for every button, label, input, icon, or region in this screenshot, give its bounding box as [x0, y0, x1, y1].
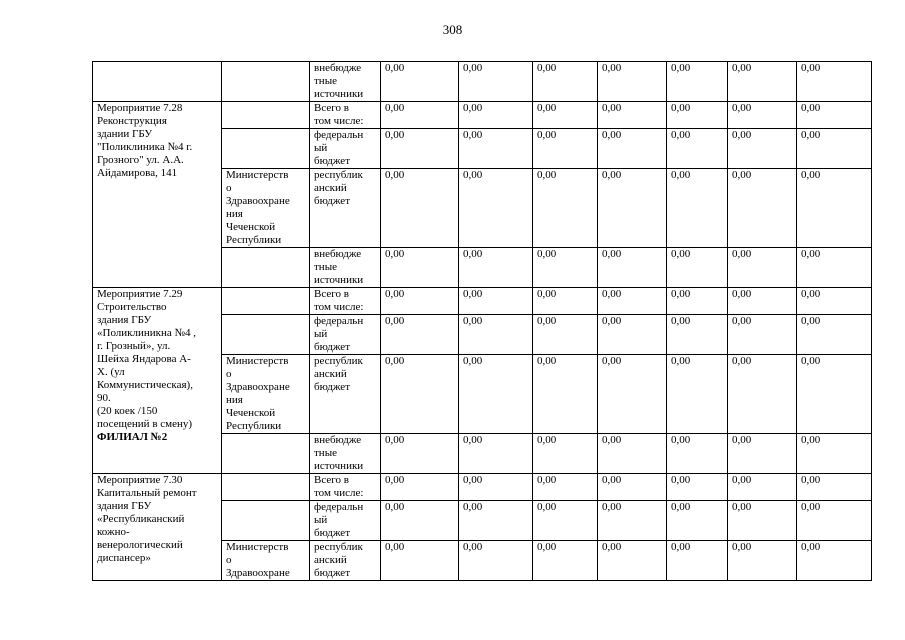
- amount-cell: 0,00: [598, 248, 667, 288]
- event-name-cell: [93, 62, 222, 102]
- table-row: [93, 288, 872, 315]
- amount-cell: 0,00: [598, 129, 667, 169]
- amount-cell: 0,00: [381, 129, 459, 169]
- amount-cell: 0,00: [459, 248, 533, 288]
- amount-cell: 0,00: [533, 129, 598, 169]
- funding-source-cell: внебюдже тные источники: [310, 62, 381, 102]
- amount-cell: 0,00: [459, 501, 533, 541]
- amount-cell: 0,00: [797, 129, 872, 169]
- amount-cell: 0,00: [533, 541, 598, 581]
- executor-cell: Министерств о Здравоохране ния Чеченской Республики: [222, 169, 310, 248]
- amount-cell: 0,00: [598, 474, 667, 501]
- executor-cell: Министерств о Здравоохране: [222, 541, 310, 581]
- event-name-cell: [93, 102, 222, 288]
- funding-source-cell: Всего в том числе:: [310, 102, 381, 129]
- amount-cell: 0,00: [667, 434, 728, 474]
- funding-source-cell: республик анский бюджет: [310, 169, 381, 248]
- amount-cell: 0,00: [381, 62, 459, 102]
- amount-cell: 0,00: [459, 129, 533, 169]
- amount-cell: 0,00: [728, 288, 797, 315]
- amount-cell: 0,00: [797, 169, 872, 248]
- amount-cell: 0,00: [459, 474, 533, 501]
- amount-cell: 0,00: [381, 248, 459, 288]
- amount-cell: 0,00: [797, 355, 872, 434]
- amount-cell: 0,00: [598, 434, 667, 474]
- amount-cell: 0,00: [797, 434, 872, 474]
- amount-cell: 0,00: [381, 434, 459, 474]
- amount-cell: 0,00: [728, 102, 797, 129]
- amount-cell: 0,00: [533, 474, 598, 501]
- amount-cell: 0,00: [533, 62, 598, 102]
- table-body: [93, 62, 872, 581]
- table-row: [93, 474, 872, 501]
- amount-cell: 0,00: [598, 541, 667, 581]
- amount-cell: 0,00: [533, 355, 598, 434]
- amount-cell: 0,00: [797, 102, 872, 129]
- event-branch-label: ФИЛИАЛ №2: [97, 431, 168, 443]
- amount-cell: 0,00: [667, 248, 728, 288]
- funding-source-cell: Всего в том числе:: [310, 288, 381, 315]
- funding-source-cell: Всего в том числе:: [310, 474, 381, 501]
- funding-source-cell: республик анский бюджет: [310, 355, 381, 434]
- funding-source-cell: внебюдже тные источники: [310, 434, 381, 474]
- executor-cell: [222, 129, 310, 169]
- amount-cell: 0,00: [797, 288, 872, 315]
- amount-cell: 0,00: [459, 102, 533, 129]
- amount-cell: 0,00: [381, 169, 459, 248]
- amount-cell: 0,00: [598, 315, 667, 355]
- amount-cell: 0,00: [533, 434, 598, 474]
- funding-source-cell: федеральн ый бюджет: [310, 501, 381, 541]
- amount-cell: 0,00: [728, 501, 797, 541]
- amount-cell: 0,00: [459, 169, 533, 248]
- executor-cell: [222, 315, 310, 355]
- amount-cell: 0,00: [667, 474, 728, 501]
- event-name-cell: [93, 288, 222, 474]
- amount-cell: 0,00: [728, 248, 797, 288]
- event-name-text: Мероприятие 7.28 Реконструкция здании ГБУ "Поликлиника №4 г. Грозного" ул. А.А. Айдамирова, 141: [97, 102, 193, 179]
- amount-cell: 0,00: [728, 474, 797, 501]
- amount-cell: 0,00: [533, 315, 598, 355]
- amount-cell: 0,00: [728, 434, 797, 474]
- event-name-text: Мероприятие 7.30 Капитальный ремонт здания ГБУ «Республиканский кожно- венерологический диспансер»: [97, 474, 197, 564]
- amount-cell: 0,00: [667, 169, 728, 248]
- amount-cell: 0,00: [459, 434, 533, 474]
- executor-cell: [222, 288, 310, 315]
- funding-source-cell: федеральн ый бюджет: [310, 129, 381, 169]
- amount-cell: 0,00: [667, 315, 728, 355]
- amount-cell: 0,00: [459, 62, 533, 102]
- amount-cell: 0,00: [459, 355, 533, 434]
- executor-cell: [222, 102, 310, 129]
- executor-cell: [222, 501, 310, 541]
- funding-source-cell: республик анский бюджет: [310, 541, 381, 581]
- executor-cell: [222, 474, 310, 501]
- amount-cell: 0,00: [797, 474, 872, 501]
- event-name-cell: [93, 474, 222, 581]
- amount-cell: 0,00: [667, 129, 728, 169]
- amount-cell: 0,00: [728, 355, 797, 434]
- amount-cell: 0,00: [797, 62, 872, 102]
- amount-cell: 0,00: [533, 102, 598, 129]
- amount-cell: 0,00: [667, 541, 728, 581]
- amount-cell: 0,00: [667, 501, 728, 541]
- amount-cell: 0,00: [381, 541, 459, 581]
- amount-cell: 0,00: [381, 474, 459, 501]
- amount-cell: 0,00: [598, 355, 667, 434]
- amount-cell: 0,00: [459, 541, 533, 581]
- amount-cell: 0,00: [797, 541, 872, 581]
- amount-cell: 0,00: [797, 501, 872, 541]
- amount-cell: 0,00: [728, 62, 797, 102]
- amount-cell: 0,00: [598, 102, 667, 129]
- amount-cell: 0,00: [598, 501, 667, 541]
- amount-cell: 0,00: [459, 315, 533, 355]
- amount-cell: 0,00: [533, 501, 598, 541]
- amount-cell: 0,00: [533, 288, 598, 315]
- amount-cell: 0,00: [381, 102, 459, 129]
- amount-cell: 0,00: [728, 541, 797, 581]
- funding-source-cell: внебюдже тные источники: [310, 248, 381, 288]
- budget-table: [92, 61, 872, 581]
- amount-cell: 0,00: [381, 315, 459, 355]
- amount-cell: 0,00: [728, 129, 797, 169]
- amount-cell: 0,00: [797, 248, 872, 288]
- amount-cell: 0,00: [381, 501, 459, 541]
- amount-cell: 0,00: [598, 62, 667, 102]
- amount-cell: 0,00: [381, 288, 459, 315]
- amount-cell: 0,00: [667, 102, 728, 129]
- amount-cell: 0,00: [533, 169, 598, 248]
- amount-cell: 0,00: [728, 315, 797, 355]
- amount-cell: 0,00: [728, 169, 797, 248]
- amount-cell: 0,00: [598, 169, 667, 248]
- executor-cell: [222, 62, 310, 102]
- table-row: [93, 102, 872, 129]
- executor-cell: [222, 434, 310, 474]
- page-number: 308: [442, 22, 463, 37]
- amount-cell: 0,00: [667, 62, 728, 102]
- amount-cell: 0,00: [797, 315, 872, 355]
- executor-cell: Министерств о Здравоохране ния Чеченской Республики: [222, 355, 310, 434]
- amount-cell: 0,00: [598, 288, 667, 315]
- amount-cell: 0,00: [459, 288, 533, 315]
- executor-cell: [222, 248, 310, 288]
- funding-source-cell: федеральн ый бюджет: [310, 315, 381, 355]
- event-name-text: Мероприятие 7.29 Строительство здания ГБУ «Поликлиникна №4 , г. Грозный», ул. Шейха Яндарова А- Х. (ул Коммунистическая), 90. (20 коек /150 посещений в смену): [97, 288, 197, 430]
- amount-cell: 0,00: [381, 355, 459, 434]
- amount-cell: 0,00: [667, 355, 728, 434]
- table-row: [93, 62, 872, 102]
- amount-cell: 0,00: [667, 288, 728, 315]
- amount-cell: 0,00: [533, 248, 598, 288]
